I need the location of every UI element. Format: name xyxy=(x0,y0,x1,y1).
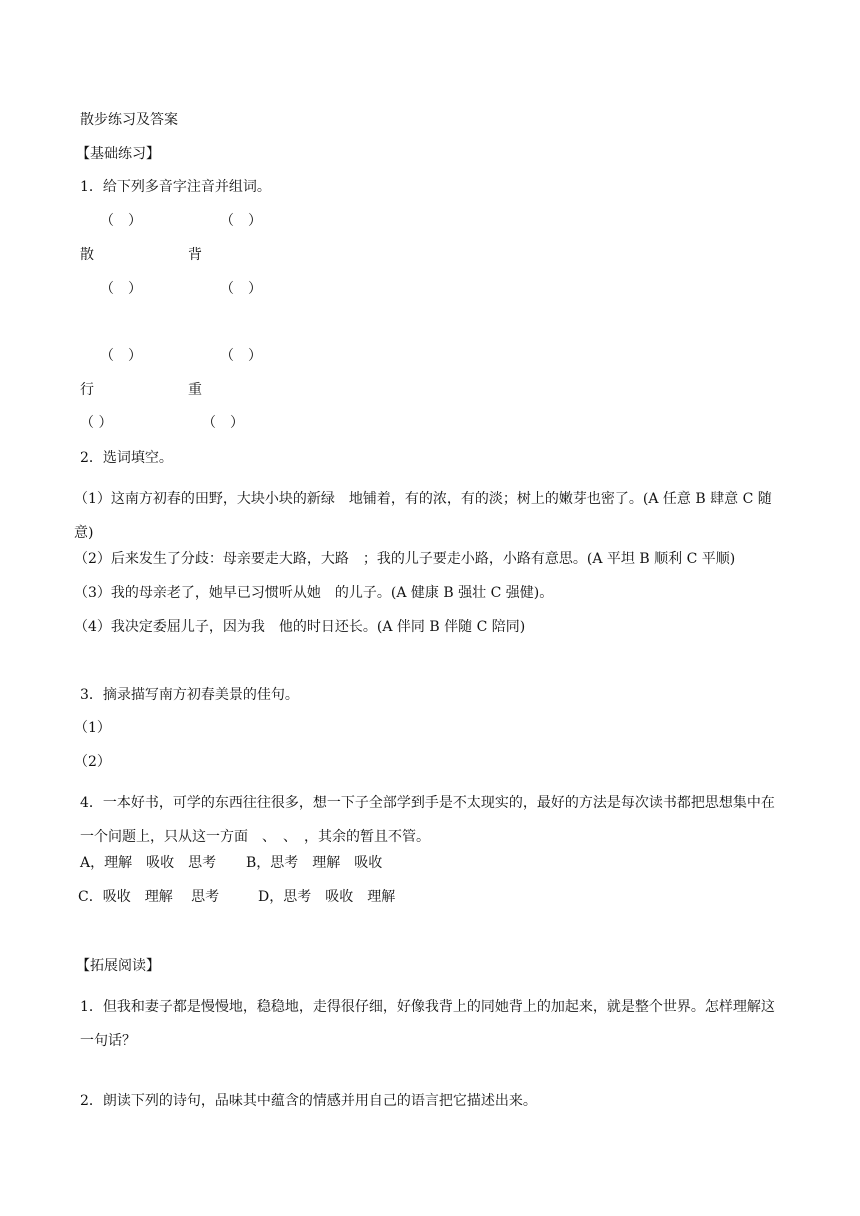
q3-item-1: （1） xyxy=(74,720,111,736)
char-xing: 行 xyxy=(80,382,94,398)
paren-san-top: （ ） xyxy=(100,213,142,229)
char-zhong: 重 xyxy=(188,382,202,398)
char-bei: 背 xyxy=(188,247,202,263)
ext-question-1: 1．但我和妻子都是慢慢地，稳稳地，走得很仔细，好像我背上的同她背上的加起来，就是整个世界。怎样理解这一句话？ xyxy=(80,999,775,1049)
paren-xing-top: （ ） xyxy=(100,348,142,364)
q3-item-2: （2） xyxy=(74,754,111,770)
q2-item-4: （4）我决定委屈儿子，因为我 他的时日还长。(A 伴同 B 伴随 C 陪同) xyxy=(74,619,526,635)
ext-question-2: 2．朗读下列的诗句，品味其中蕴含的情感并用自己的语言把它描述出来。 xyxy=(80,1093,537,1109)
q2-item-2: （2）后来发生了分歧：母亲要走大路，大路 ；我的儿子要走小路，小路有意思。(A 平坦 B 顺利 C 平顺) xyxy=(74,551,736,567)
paren-bei-bottom: （ ） xyxy=(220,281,262,297)
char-san: 散 xyxy=(80,247,94,263)
section-extended-heading: 【拓展阅读】 xyxy=(76,958,160,974)
section-basic-heading: 【基础练习】 xyxy=(76,146,160,162)
q4-stem: 4．一本好书，可学的东西往往很多，想一下子全部学到手是不太现实的，最好的方法是每次读书都把思想集中在一个问题上，只从这一方面 、 、 ，其余的暂且不管。 xyxy=(80,795,775,845)
q4-option-b: B，思考 理解 吸收 xyxy=(246,855,383,871)
paren-zhong-bottom: （ ） xyxy=(202,415,244,431)
paren-san-bottom: （ ） xyxy=(100,281,142,297)
q4-option-c: C．吸收 理解 思考 xyxy=(78,889,220,905)
paren-zhong-top: （ ） xyxy=(220,348,262,364)
q4-option-d: D，思考 吸收 理解 xyxy=(258,889,396,905)
paren-xing-bottom: （ ） xyxy=(80,415,113,431)
paren-bei-top: （ ） xyxy=(220,213,262,229)
q2-item-1: （1）这南方初春的田野，大块小块的新绿 地铺着，有的浓，有的淡；树上的嫩芽也密了。(A 任意 B 肆意 C 随意) xyxy=(74,491,772,541)
q4-option-a: A，理解 吸收 思考 xyxy=(80,855,217,871)
q2-item-3: （3）我的母亲老了，她早已习惯听从她 的儿子。(A 健康 B 强壮 C 强健)。 xyxy=(74,585,554,601)
doc-title: 散步练习及答案 xyxy=(80,112,178,128)
q1-stem: 1．给下列多音字注音并组词。 xyxy=(80,179,271,195)
q3-stem: 3．摘录描写南方初春美景的佳句。 xyxy=(80,687,299,703)
q2-stem: 2．选词填空。 xyxy=(80,450,173,466)
